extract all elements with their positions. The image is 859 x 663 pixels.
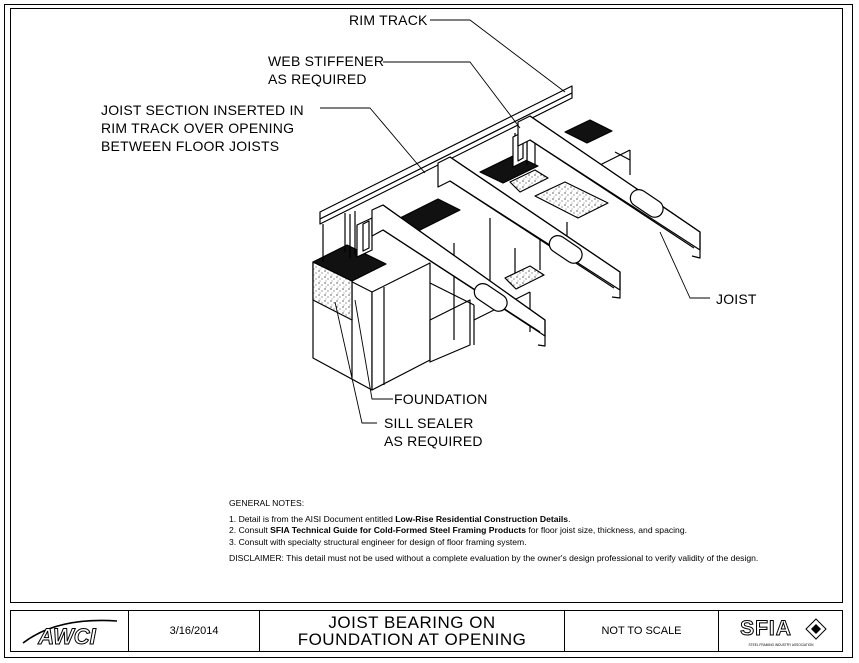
callout-joist-text: JOIST bbox=[716, 291, 757, 307]
note-text: Detail is from the AISI Document entitled bbox=[238, 514, 396, 525]
awci-logo-text: AWCI bbox=[38, 624, 97, 647]
drawing-title-line1: JOIST BEARING ON bbox=[328, 613, 496, 632]
drawing-date: 3/16/2014 bbox=[129, 611, 261, 651]
callout-sill-sealer-line1: SILL SEALER bbox=[384, 415, 474, 431]
note-bold-reference: Low-Rise Residential Construction Details bbox=[395, 514, 569, 525]
callout-joist-section bbox=[101, 101, 304, 155]
awci-logo-mark bbox=[17, 615, 121, 647]
notes-heading: GENERAL NOTES: bbox=[229, 498, 305, 508]
note-number: 2. bbox=[229, 525, 237, 536]
notes-list bbox=[229, 514, 789, 548]
general-notes bbox=[229, 498, 789, 564]
callout-web-stiffener bbox=[268, 52, 384, 88]
callout-web-stiffener-line2: AS REQUIRED bbox=[268, 71, 367, 87]
note-text-end: . bbox=[568, 514, 571, 525]
sfia-logo-text: SFIA bbox=[739, 617, 792, 640]
sfia-logo-subtext: STEEL FRAMING INDUSTRY ASSOCIATION bbox=[748, 643, 814, 647]
callout-foundation bbox=[394, 390, 488, 408]
callout-foundation-text: FOUNDATION bbox=[394, 391, 488, 407]
drawing-scale: NOT TO SCALE bbox=[565, 611, 720, 651]
callout-joist-section-line2: RIM TRACK OVER OPENING bbox=[101, 120, 295, 136]
note-number: 1. bbox=[229, 514, 237, 525]
sfia-logo-mark bbox=[726, 613, 836, 649]
note-text: Consult bbox=[238, 525, 271, 536]
disclaimer: DISCLAIMER: This detail must not be used without a complete evaluation by the owner's design professional to verify validity of the design. bbox=[229, 552, 759, 563]
drawing-title-line2: FOUNDATION AT OPENING bbox=[297, 630, 527, 649]
note-number: 3. bbox=[229, 536, 237, 547]
awci-logo bbox=[11, 611, 129, 651]
callout-rim-track bbox=[349, 11, 428, 29]
callout-joist-section-line1: JOIST SECTION INSERTED IN bbox=[101, 102, 304, 118]
note-text: Consult with specialty structural engineer for design of floor framing system. bbox=[238, 536, 527, 547]
callout-sill-sealer-line2: AS REQUIRED bbox=[384, 433, 483, 449]
sfia-logo bbox=[719, 611, 842, 651]
note-item bbox=[229, 514, 789, 525]
note-item bbox=[229, 537, 789, 548]
callout-rim-track-text: RIM TRACK bbox=[349, 12, 428, 28]
note-bold-reference: SFIA Technical Guide for Cold-Formed Steel Framing Products bbox=[270, 525, 527, 536]
note-item bbox=[229, 525, 789, 536]
note-text-end: for floor joist size, thickness, and spacing. bbox=[526, 525, 688, 536]
callout-sill-sealer bbox=[384, 414, 483, 450]
title-block bbox=[10, 610, 843, 652]
callout-joist-section-line3: BETWEEN FLOOR JOISTS bbox=[101, 138, 280, 154]
drawing-title bbox=[260, 611, 564, 651]
sfia-diamond-icon bbox=[806, 619, 826, 639]
callout-joist bbox=[716, 290, 757, 308]
callout-web-stiffener-line1: WEB STIFFENER bbox=[268, 53, 385, 69]
